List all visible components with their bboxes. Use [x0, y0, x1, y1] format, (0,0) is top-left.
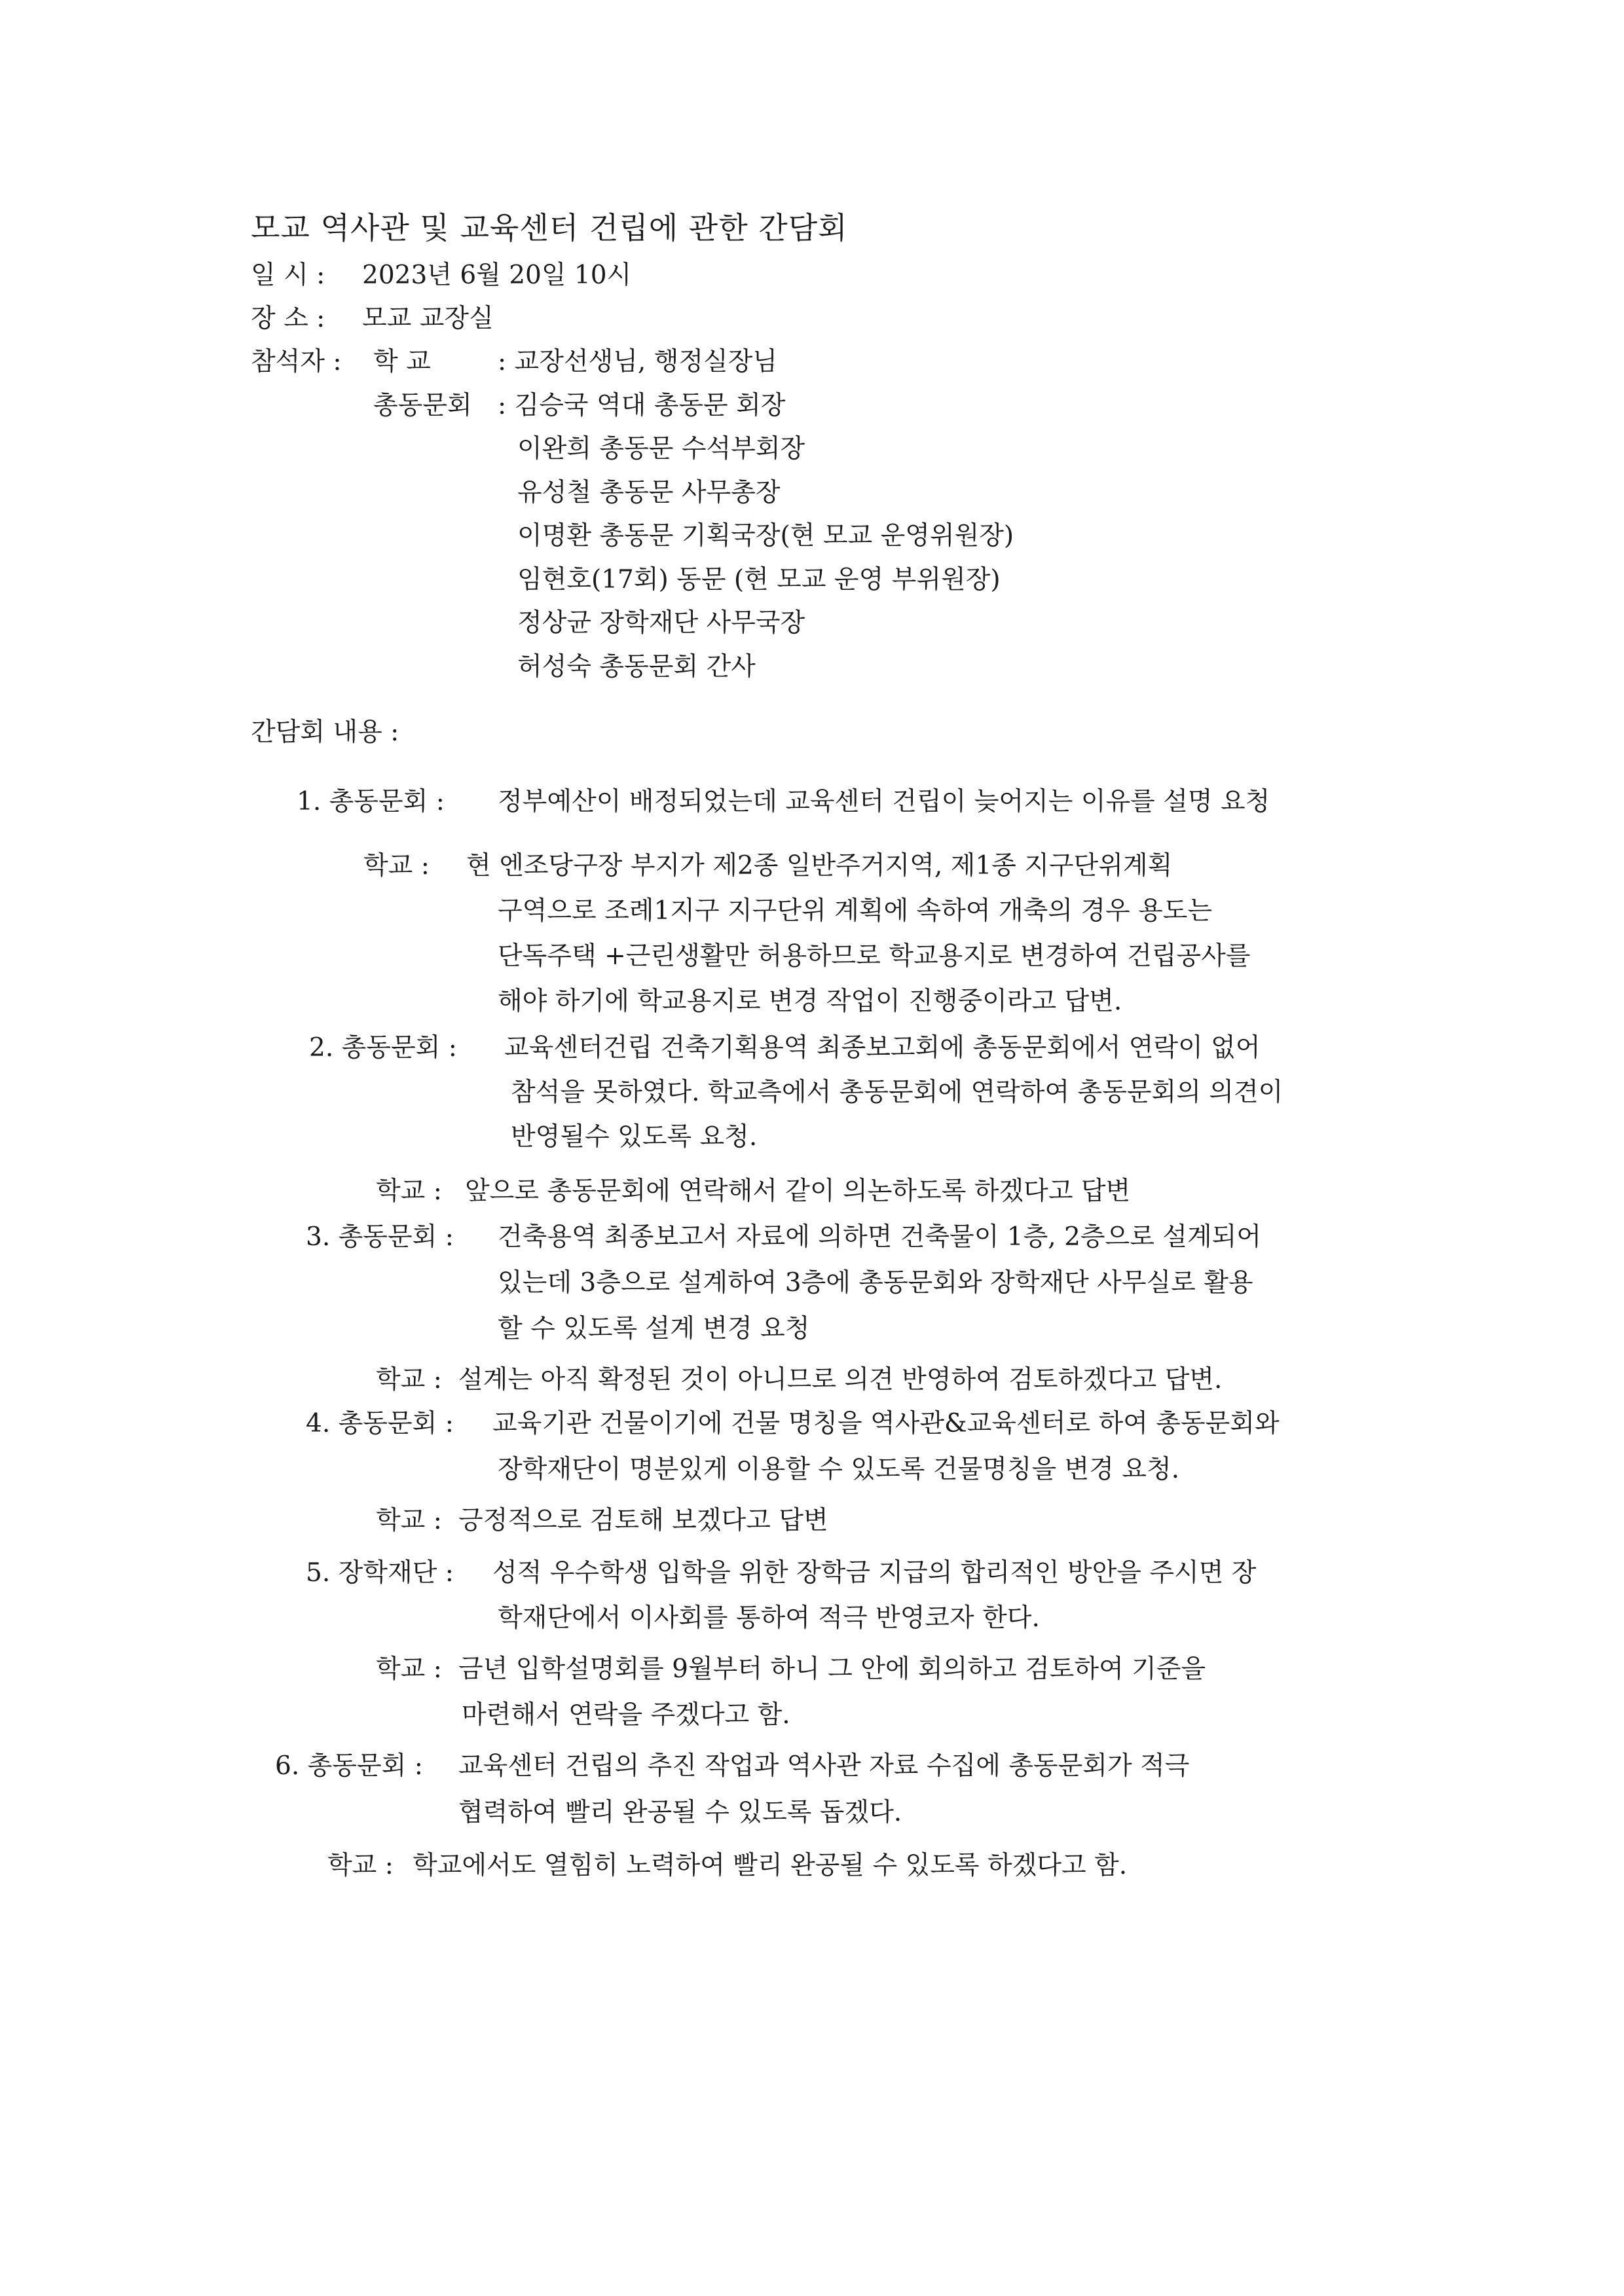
place-label: 장 소 :: [251, 304, 325, 333]
item-5-question-label: 5. 장학재단 :: [306, 1558, 454, 1588]
item-4-question-line: 교육기관 건물이기에 건물 명칭을 역사관&교육센터로 하여 총동문회와: [492, 1409, 1280, 1438]
item-5-answer-label: 학교 :: [376, 1654, 442, 1684]
attendee-line: 정상균 장학재단 사무국장: [517, 608, 805, 638]
item-6-question-label: 6. 총동문회 :: [275, 1751, 423, 1781]
item-5-answer-line: 마련해서 연락을 주겠다고 함.: [462, 1700, 790, 1730]
item-1-question-label: 1. 총동문회 :: [297, 787, 445, 816]
item-4-question-line: 장학재단이 명분있게 이용할 수 있도록 건물명칭을 변경 요청.: [498, 1455, 1180, 1484]
item-1-answer-line: 현 엔조당구장 부지가 제2종 일반주거지역, 제1종 지구단위계획: [466, 851, 1173, 881]
place-value: 모교 교장실: [362, 304, 494, 333]
attendee-line: 이명환 총동문 기획국장(현 모교 운영위원장): [517, 521, 1014, 551]
item-3-question-line: 건축용역 최종보고서 자료에 의하면 건축물이 1층, 2층으로 설계되어: [498, 1222, 1262, 1252]
item-2-question-line: 참석을 못하였다. 학교측에서 총동문회에 연락하여 총동문회의 의견이: [511, 1078, 1283, 1107]
item-6-answer-line: 학교에서도 열힘히 노력하여 빨리 완공될 수 있도록 하겠다고 함.: [413, 1851, 1128, 1880]
attendees-alumni-label: 총동문회: [373, 391, 472, 420]
item-3-question-line: 할 수 있도록 설계 변경 요청: [498, 1314, 810, 1343]
content-heading: 간담회 내용 :: [251, 718, 399, 747]
item-5-question-line: 학재단에서 이사회를 통하여 적극 반영코자 한다.: [498, 1603, 1040, 1633]
item-4-answer-label: 학교 :: [376, 1506, 442, 1535]
date-label: 일 시 :: [251, 261, 325, 290]
item-1-answer-line: 단독주택 +근린생활만 허용하므로 학교용지로 변경하여 건립공사를: [498, 941, 1251, 971]
item-3-answer-line: 설계는 아직 확정된 것이 아니므로 의견 반영하여 검토하겠다고 답변.: [458, 1365, 1223, 1394]
attendees-school-value: : 교장선생님, 행정실장님: [498, 347, 778, 376]
item-2-answer-label: 학교 :: [376, 1176, 442, 1206]
item-2-question-label: 2. 총동문회 :: [309, 1033, 457, 1063]
attendee-line: 임현호(17회) 동문 (현 모교 운영 부위원장): [517, 565, 1001, 594]
item-6-question-line: 교육센터 건립의 추진 작업과 역사관 자료 수집에 총동문회가 적극: [458, 1751, 1190, 1781]
attendee-line: : 김승국 역대 총동문 회장: [498, 391, 786, 420]
item-5-question-line: 성적 우수학생 입학을 위한 장학금 지급의 합리적인 방안을 주시면 장: [492, 1558, 1257, 1588]
date-value: 2023년 6월 20일 10시: [362, 261, 632, 290]
attendees-label: 참석자 :: [251, 347, 342, 376]
item-2-answer-line: 앞으로 총동문회에 연락해서 같이 의논하도록 하겠다고 답변: [465, 1176, 1131, 1206]
item-1-answer-label: 학교 :: [363, 851, 430, 881]
item-2-question-line: 교육센터건립 건축기획용역 최종보고회에 총동문회에서 연락이 없어: [504, 1033, 1261, 1063]
item-2-question-line: 반영될수 있도록 요청.: [511, 1122, 758, 1152]
item-6-question-line: 협력하여 빨리 완공될 수 있도록 돕겠다.: [458, 1798, 902, 1827]
item-4-answer-line: 긍정적으로 검토해 보겠다고 답변: [458, 1506, 828, 1535]
item-1-answer-line: 해야 하기에 학교용지로 변경 작업이 진행중이라고 답변.: [498, 987, 1122, 1016]
item-3-answer-label: 학교 :: [376, 1365, 442, 1394]
item-1-question-line: 정부예산이 배정되었는데 교육센터 건립이 늦어지는 이유를 설명 요청: [498, 787, 1270, 816]
attendee-line: 유성철 총동문 사무총장: [517, 478, 781, 507]
item-4-question-label: 4. 총동문회 :: [306, 1409, 454, 1438]
item-6-answer-label: 학교 :: [327, 1851, 394, 1880]
attendee-line: 허성숙 총동문회 간사: [517, 652, 756, 682]
item-1-answer-line: 구역으로 조례1지구 지구단위 계획에 속하여 개축의 경우 용도는: [498, 896, 1213, 926]
document-title: 모교 역사관 및 교육센터 건립에 관한 간담회: [251, 210, 848, 246]
item-3-question-line: 있는데 3층으로 설계하여 3층에 총동문회와 장학재단 사무실로 활용: [498, 1268, 1253, 1298]
item-3-question-label: 3. 총동문회 :: [306, 1222, 454, 1252]
attendee-line: 이완희 총동문 수석부회장: [517, 434, 805, 464]
item-5-answer-line: 금년 입학설명회를 9월부터 하니 그 안에 회의하고 검토하여 기준을: [458, 1654, 1206, 1684]
attendees-school-label: 학 교: [373, 347, 431, 376]
